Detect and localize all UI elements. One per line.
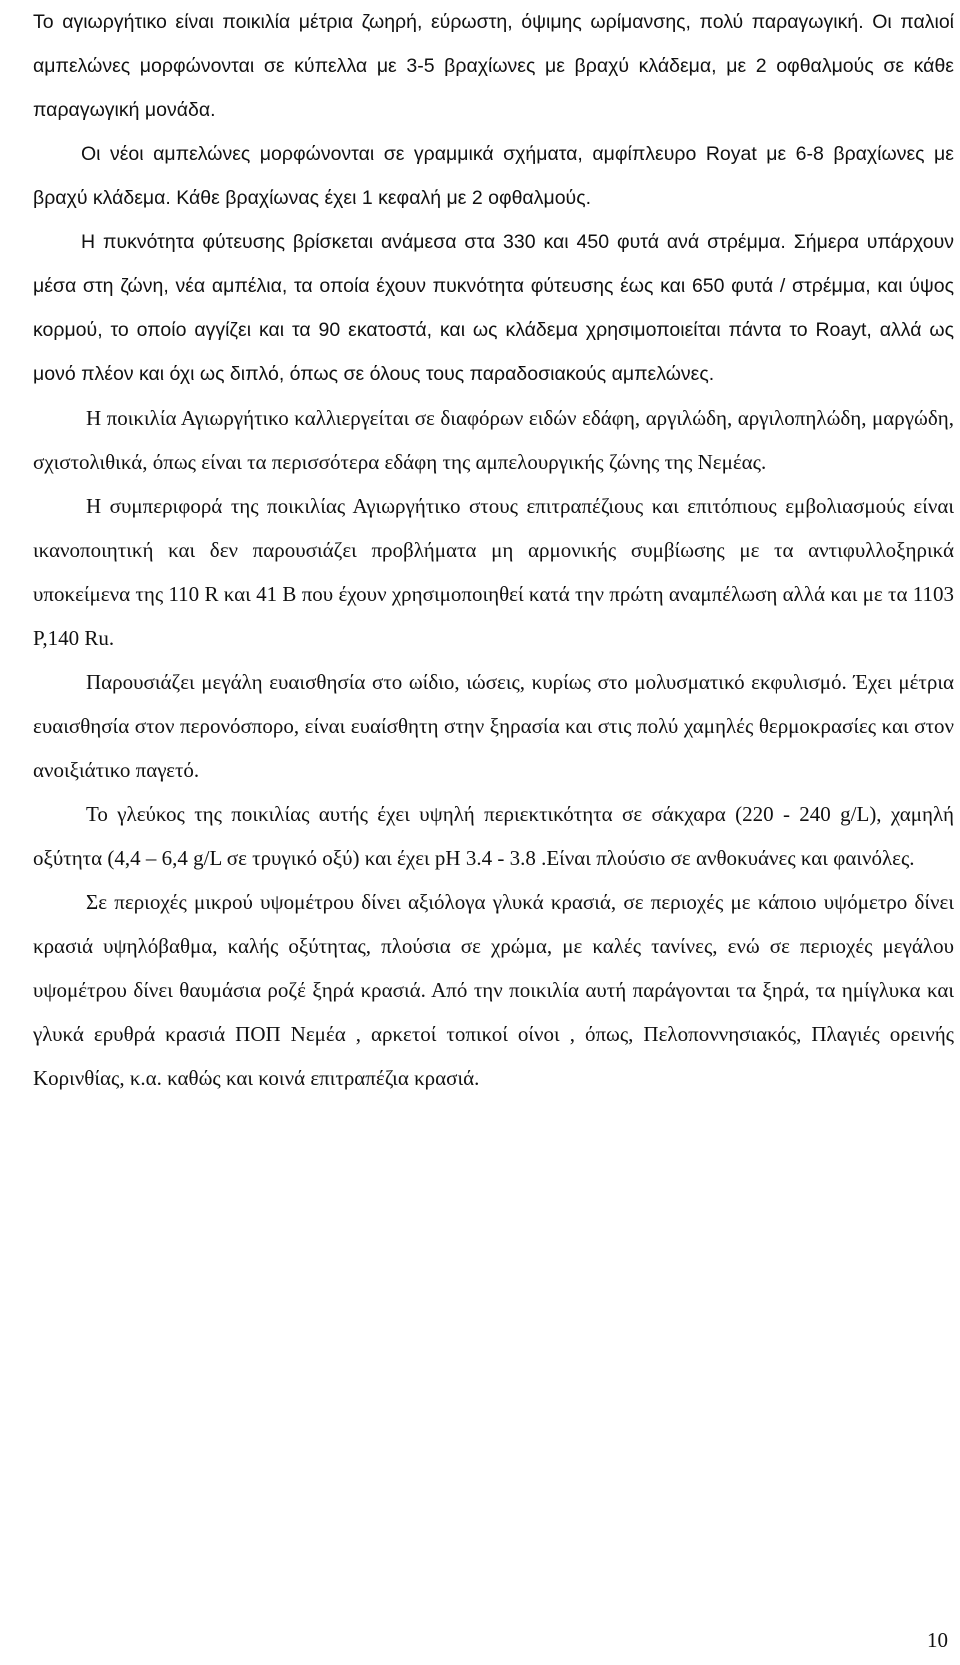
paragraph-wine-styles: Σε περιοχές μικρού υψομέτρου δίνει αξιόλογα γλυκά κρασιά, σε περιοχές με κάποιο υψόμετρο δίνει κρασιά υψηλόβαθμα, καλής οξύτητας, πλούσια σε χρώμα, με καλές τανίνες, ενώ σε περιοχές μεγάλου υψομέτρου δίνει θαυμάσια ροζέ ξηρά κρασιά. Από την ποικιλία αυτή παράγονται τα ξηρά, τα ημίγλυκα και γλυκά ερυθρά κρασιά ΠΟΠ Νεμέα , αρκετοί τοπικοί οίνοι , όπως, Πελοποννησιακός, Πλαγιές ορεινής Κορινθίας, κ.α. καθώς και κοινά επιτραπέζια κρασιά.: [33, 890, 954, 1090]
document-body: [33, 0, 954, 1100]
page-number: 10: [927, 1628, 948, 1652]
paragraph-grafting: Η συμπεριφορά της ποικιλίας Αγιωργήτικο στους επιτραπέζιους και επιτόπιους εμβολιασμούς είναι ικανοποιητική και δεν παρουσιάζει προβλήματα μη αρμονικής συμβίωσης με τα αντιφυλλοξηρικά υποκείμενα της 110 R και 41 B που έχουν χρησιμοποιηθεί κατά την πρώτη αναμπέλωση αλλά και με τα 1103 P,140 Ru.: [33, 494, 954, 650]
paragraph-variety-description: Το αγιωργήτικο είναι ποικιλία μέτρια ζωηρή, εύρωστη, όψιμης ωρίμανσης, πολύ παραγωγική. Οι παλιοί αμπελώνες μορφώνονται σε κύπελλα με 3-5 βραχίωνες με βραχύ κλάδεμα, με 2 οφθαλμούς σε κάθε παραγωγική μονάδα.: [33, 11, 954, 121]
paragraph-planting-density: Η πυκνότητα φύτευσης βρίσκεται ανάμεσα στα 330 και 450 φυτά ανά στρέμμα. Σήμερα υπάρχουν μέσα στη ζώνη, νέα αμπέλια, τα οποία έχουν πυκνότητα φύτευσης έως και 650 φυτά / στρέμμα, και ύψος κορμού, το οποίο αγγίζει και τα 90 εκατοστά, και ως κλάδεμα χρησιμοποιείται πάντα το Roayt, αλλά ως μονό πλέον και όχι ως διπλό, όπως σε όλους τους παραδοσιακούς αμπελώνες.: [33, 231, 954, 385]
paragraph-new-vineyards: Οι νέοι αμπελώνες μορφώνονται σε γραμμικά σχήματα, αμφίπλευρο Royat με 6-8 βραχίωνες με βραχύ κλάδεμα. Κάθε βραχίωνας έχει 1 κεφαλή με 2 οφθαλμούς.: [33, 143, 954, 209]
paragraph-soil-types: Η ποικιλία Αγιωργήτικο καλλιεργείται σε διαφόρων ειδών εδάφη, αργιλώδη, αργιλοπηλώδη, μαργώδη, σχιστολιθικά, όπως είναι τα περισσότερα εδάφη της αμπελουργικής ζώνης της Νεμέας.: [33, 406, 954, 474]
paragraph-disease-sensitivity: Παρουσιάζει μεγάλη ευαισθησία στο ωίδιο, ιώσεις, κυρίως στο μολυσματικό εκφυλισμό. Έχει μέτρια ευαισθησία στον περονόσπορο, είναι ευαίσθητη στην ξηρασία και στις πολύ χαμηλές θερμοκρασίες και στον ανοιξιάτικο παγετό.: [33, 670, 954, 782]
paragraph-must-composition: Το γλεύκος της ποικιλίας αυτής έχει υψηλή περιεκτικότητα σε σάκχαρα (220 - 240 g/L), χαμηλή οξύτητα (4,4 – 6,4 g/L σε τρυγικό οξύ) και έχει pH 3.4 - 3.8 .Είναι πλούσιο σε ανθοκυάνες και φαινόλες.: [33, 802, 954, 870]
